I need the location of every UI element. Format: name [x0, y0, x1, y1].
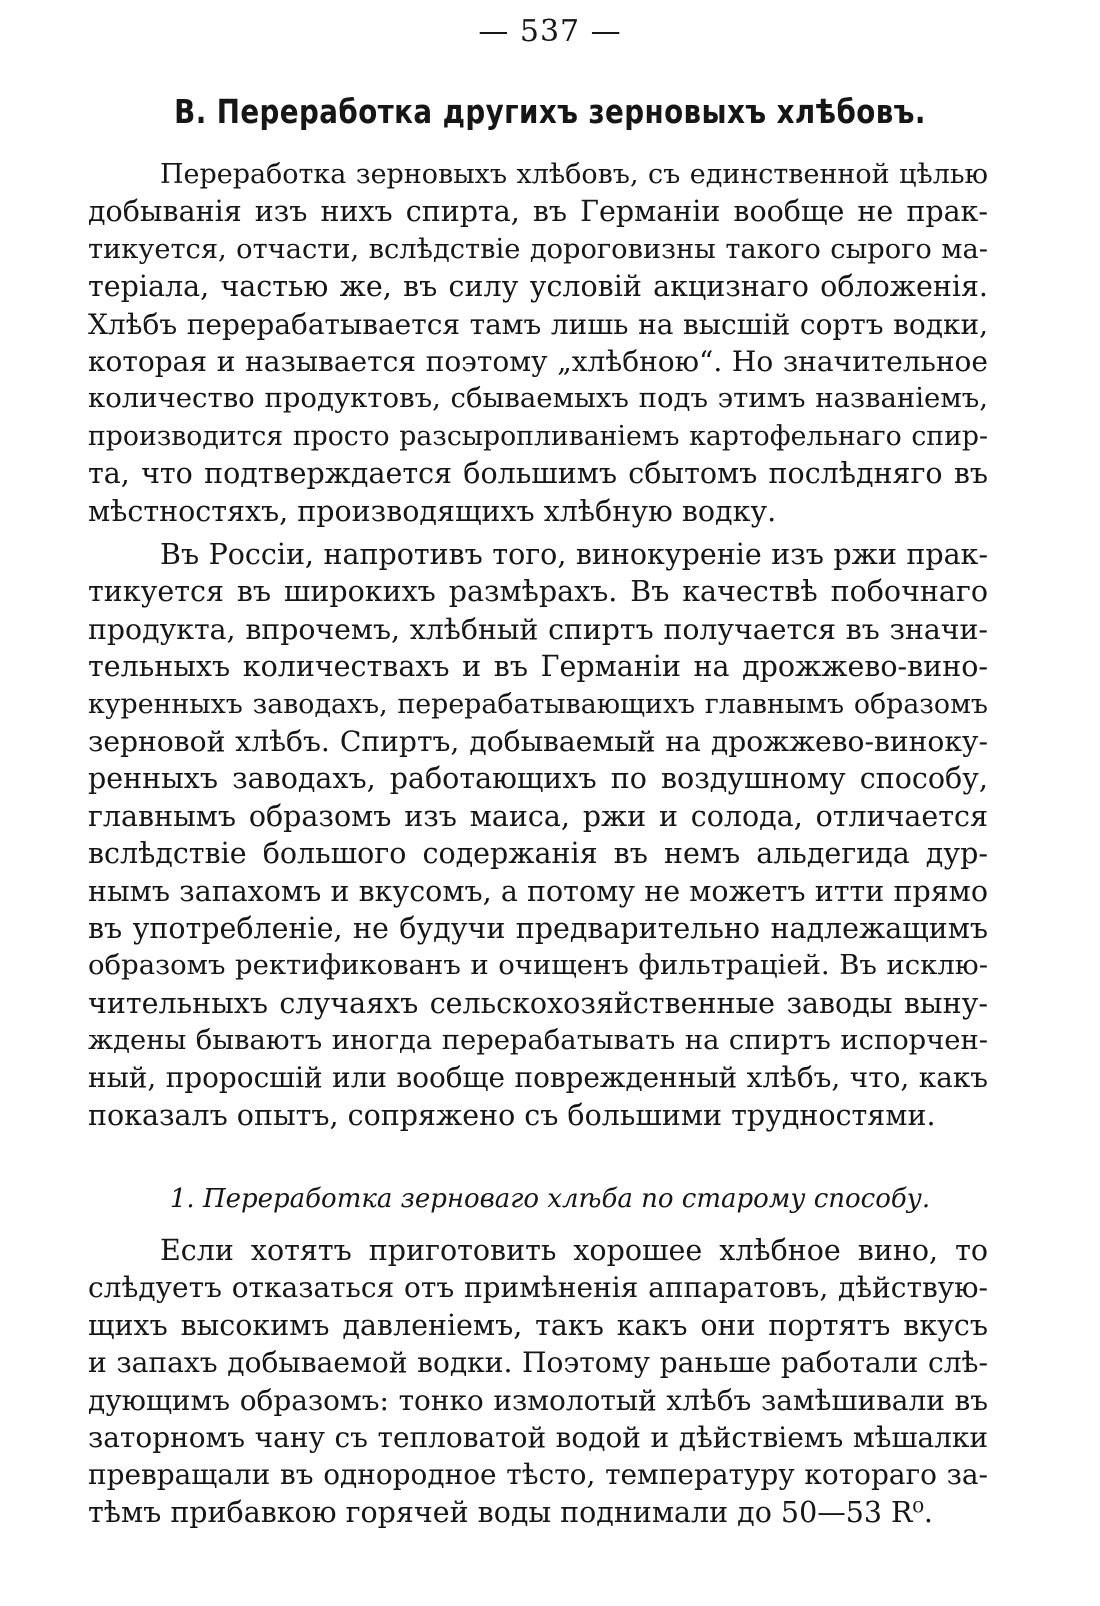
subsection-heading: 1. Переработка зерноваго хлѣба по старому способу.	[169, 1184, 931, 1214]
paragraph-line: главнымъ образомъ изъ маиса, ржи и солода, отличается	[88, 799, 988, 833]
paragraph-line: которая и называется поэтому „хлѣбною“. Но значительное	[88, 344, 988, 378]
paragraph-line: нымъ запахомъ и вкусомъ, а потому не можетъ итти прямо	[88, 874, 988, 908]
paragraph-line: тѣмъ прибавкою горячей воды поднимали до 50—53 R⁰.	[88, 1495, 933, 1529]
paragraph-line: Въ Россіи, напротивъ того, винокуреніе изъ ржи прак-	[160, 538, 988, 571]
paragraph-line: продукта, впрочемъ, хлѣбный спиртъ получается въ значи-	[88, 612, 988, 646]
paragraph-line: въ употребленіе, не будучи предварительно надлежащимъ	[88, 911, 988, 945]
page-number: — 537 —	[478, 14, 622, 49]
paragraph-line: тикуется, отчасти, вслѣдствіе дороговизны такого сырого ма-	[88, 233, 988, 265]
paragraph-line: ный, проросшій или вообще поврежденный хлѣбъ, что, какъ	[88, 1061, 988, 1095]
paragraph-1	[88, 156, 988, 530]
paragraph-line: Если хотятъ приготовить хорошее хлѣбное вино, то	[160, 1234, 988, 1267]
paragraph-line: куренныхъ заводахъ, перерабатывающихъ главнымъ образомъ	[88, 688, 988, 720]
paragraph-line: образомъ ректификованъ и очищенъ фильтраціей. Въ исклю-	[88, 949, 988, 982]
paragraph-line: тельныхъ количествахъ и въ Германіи на дрожжево-вино-	[88, 650, 988, 684]
paragraph-line: тикуется въ широкихъ размѣрахъ. Въ качествѣ побочнаго	[88, 575, 988, 609]
section-heading: B. Переработка другихъ зерновыхъ хлѣбовъ.	[174, 92, 926, 131]
paragraph-line: зерновой хлѣбъ. Спиртъ, добываемый на дрожжево-виноку-	[88, 724, 988, 758]
paragraph-line: та, что подтверждается большимъ сбытомъ послѣдняго въ	[88, 457, 988, 491]
paragraph-line: превращали въ однородное тѣсто, температуру котораго за-	[88, 1458, 988, 1492]
paragraph-line: и запахъ добываемой водки. Поэтому раньше работали слѣ-	[88, 1346, 988, 1380]
paragraph-line: Переработка зерновыхъ хлѣбовъ, съ единственной цѣлью	[160, 159, 988, 190]
paragraph-line: производится просто разсыропливаніемъ картофельнаго спир-	[88, 420, 988, 452]
paragraph-line: Хлѣбъ перерабатывается тамъ лишь на высшій сортъ водки,	[88, 307, 988, 341]
paragraph-line: ренныхъ заводахъ, работающихъ по воздушному способу,	[88, 762, 988, 796]
paragraph-line: чительныхъ случаяхъ сельскохозяйственные заводы выну-	[88, 986, 988, 1020]
paragraph-line: дующимъ образомъ: тонко измолотый хлѣбъ замѣшивали въ	[88, 1383, 988, 1417]
paragraph-line: мѣстностяхъ, производящихъ хлѣбную водку.	[88, 494, 777, 528]
paragraph-line: добыванія изъ нихъ спирта, въ Германіи вообще не прак-	[88, 195, 988, 229]
paragraph-line: количество продуктовъ, сбываемыхъ подъ этимъ названіемъ,	[88, 382, 988, 415]
paragraph-3	[88, 1232, 988, 1531]
paragraph-line: вслѣдствіе большого содержанія въ немъ альдегида дур-	[88, 837, 988, 871]
paragraph-2	[88, 536, 988, 1134]
paragraph-line: теріала, частью же, въ силу условій акцизнаго обложенія.	[88, 270, 988, 304]
paragraph-line: показалъ опытъ, сопряжено съ большими трудностями.	[88, 1098, 936, 1132]
paragraph-line: щихъ высокимъ давленіемъ, такъ какъ они портятъ вкусъ	[88, 1308, 988, 1342]
paragraph-line: слѣдуетъ отказаться отъ примѣненія аппаратовъ, дѣйствую-	[88, 1271, 988, 1305]
paragraph-line: ждены бываютъ иногда перерабатывать на спиртъ испорчен-	[88, 1025, 988, 1057]
paragraph-line: заторномъ чану съ тепловатой водой и дѣйствіемъ мѣшалки	[88, 1420, 988, 1454]
